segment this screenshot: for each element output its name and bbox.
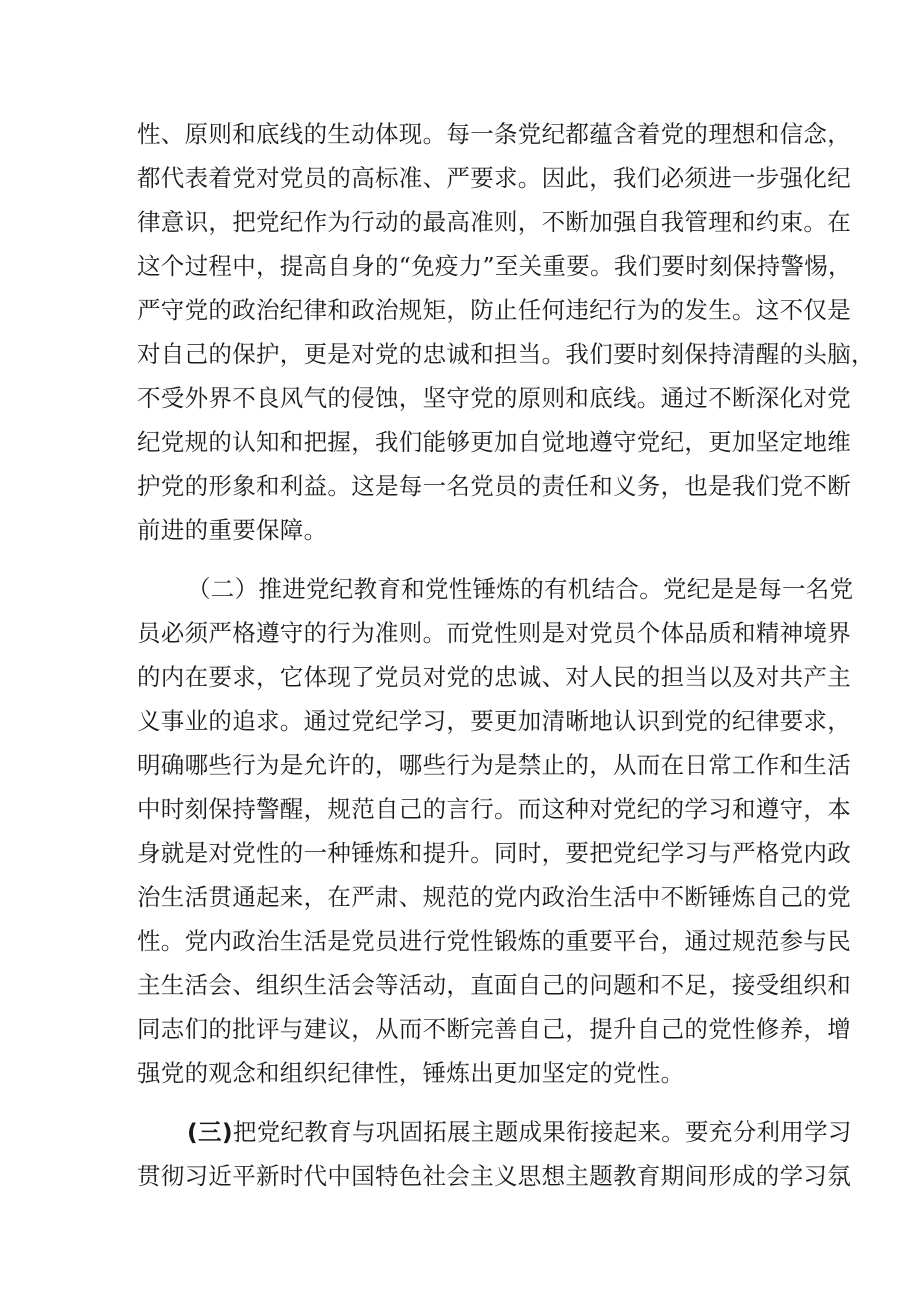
text-line: 强党的观念和组织纪律性，锤炼出更加坚定的党性。	[137, 1059, 685, 1087]
text-line: （二）推进党纪教育和党性锤炼的有机结合。党纪是是每一名党	[187, 575, 854, 603]
text-line: 的内在要求，它体现了党员对党的忠诚、对人民的担当以及对共产主	[137, 663, 851, 691]
text-line: 纪党规的认知和把握，我们能够更加自觉地遵守党纪，更加坚定地维	[137, 428, 851, 456]
text-line: 不受外界不良风气的侵蚀，坚守党的原则和底线。通过不断深化对党	[137, 384, 851, 412]
text-line: 都代表着党对党员的高标准、严要求。因此，我们必须进一步强化纪	[137, 164, 851, 192]
text-line: 治生活贯通起来，在严肃、规范的党内政治生活中不断锤炼自己的党	[137, 883, 851, 911]
text-line: 对自己的保护，更是对党的忠诚和担当。我们要时刻保持清醒的头脑，	[137, 340, 875, 368]
text-line: 中时刻保持警醒，规范自己的言行。而这种对党纪的学习和遵守，本	[137, 795, 851, 823]
text-line: 护党的形象和利益。这是每一名党员的责任和义务，也是我们党不断	[137, 472, 851, 500]
text-line: 贯彻习近平新时代中国特色社会主义思想主题教育期间形成的学习氛	[137, 1162, 851, 1190]
text-line: 性、原则和底线的生动体现。每一条党纪都蕴含着党的理想和信念，	[137, 120, 851, 148]
text-line: 严守党的政治纪律和政治规矩，防止任何违纪行为的发生。这不仅是	[137, 296, 851, 324]
text-line: 员必须严格遵守的行为准则。而党性则是对党员个体品质和精神境界	[137, 619, 851, 647]
text-line: 主生活会、组织生活会等活动，直面自己的问题和不足，接受组织和	[137, 971, 851, 999]
text-line: 义事业的追求。通过党纪学习，要更加清晰地认识到党的纪律要求，	[137, 707, 851, 735]
text-line: 同志们的批评与建议，从而不断完善自己，提升自己的党性修养，增	[137, 1015, 851, 1043]
text-line: 前进的重要保障。	[137, 516, 328, 544]
text-line	[187, 1117, 852, 1147]
text-line: 明确哪些行为是允许的，哪些行为是禁止的，从而在日常工作和生活	[137, 751, 851, 779]
section-number: (三)	[187, 1118, 233, 1146]
text-line: 身就是对党性的一种锤炼和提升。同时，要把党纪学习与严格党内政	[137, 839, 851, 867]
section-heading-text: 把党纪教育与巩固拓展主题成果衔接起来。要充分利用学习	[232, 1118, 852, 1146]
text-line: 这个过程中，提高自身的“免疫力”至关重要。我们要时刻保持警惕，	[137, 252, 852, 280]
text-line: 律意识，把党纪作为行动的最高准则，不断加强自我管理和约束。在	[137, 208, 851, 236]
text-line: 性。党内政治生活是党员进行党性锻炼的重要平台，通过规范参与民	[137, 927, 851, 955]
